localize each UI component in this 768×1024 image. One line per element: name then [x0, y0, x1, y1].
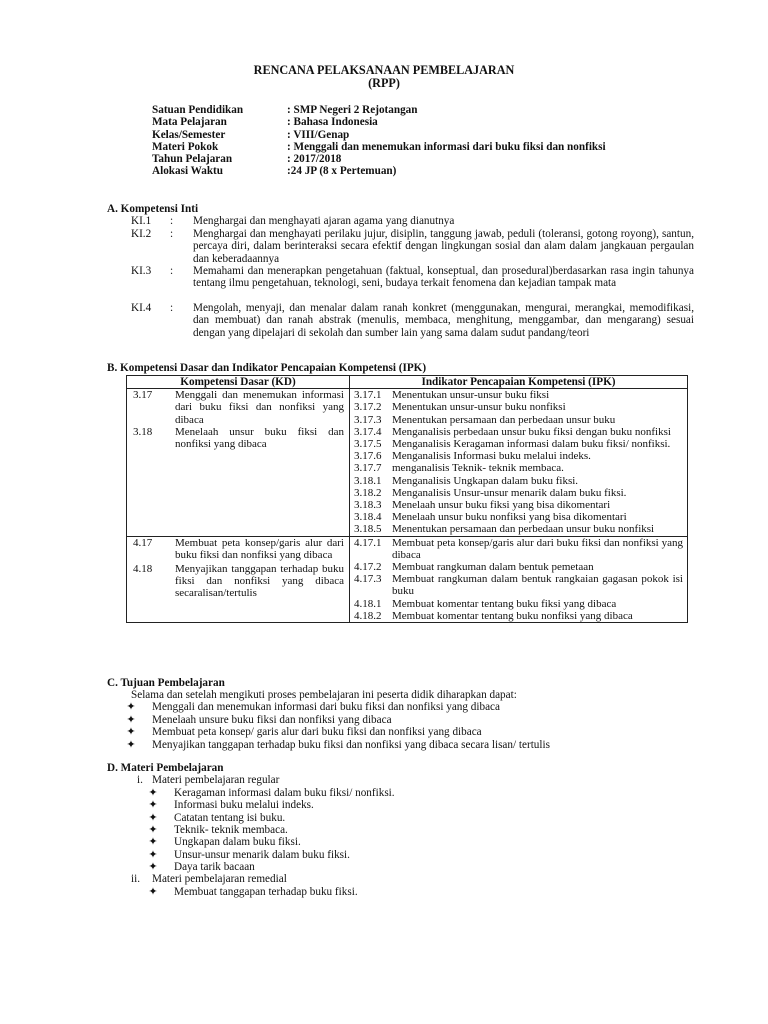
ipk-text: Menentukan persamaan dan perbedaan unsur buku	[392, 413, 616, 426]
section-d-heading: D. Materi Pembelajaran	[107, 762, 224, 774]
table-row	[127, 536, 688, 622]
identity-table	[152, 104, 606, 178]
identity-value: :24 JP (8 x Pertemuan)	[287, 165, 397, 178]
material-group-title: Materi pembelajaran remedial	[152, 873, 287, 885]
ki-code: KI.3	[131, 265, 152, 277]
document-subtitle: (RPP)	[368, 76, 400, 90]
ipk-number: 3.17.1	[354, 389, 382, 402]
kd-number: 3.17	[133, 389, 153, 402]
ipk-text: Menganalisis Unsur-unsur menarik dalam buku fiksi.	[392, 486, 627, 499]
material-item: Informasi buku melalui indeks.	[174, 799, 314, 811]
ipk-number: 4.18.1	[354, 597, 382, 610]
ipk-item	[352, 598, 685, 610]
ipk-number: 3.18.5	[354, 523, 382, 536]
objective-item: Membuat peta konsep/ garis alur dari buku fiksi dan nonfiksi yang dibaca	[152, 726, 482, 738]
bullet-icon: ✦	[148, 861, 158, 873]
identity-key: Satuan Pendidikan	[152, 104, 244, 116]
ipk-cell	[350, 389, 688, 536]
ipk-number: 3.17.7	[354, 462, 382, 475]
kd-item	[129, 563, 347, 600]
ipk-item	[352, 573, 685, 597]
material-item: Teknik- teknik membaca.	[174, 824, 288, 836]
kd-item	[129, 537, 347, 561]
kd-cell	[127, 536, 350, 622]
ipk-text: Menentukan persamaan dan perbedaan unsur buku nonfiksi	[392, 523, 655, 536]
identity-row	[152, 153, 606, 165]
ipk-item	[352, 511, 685, 523]
ipk-number: 3.18.2	[354, 486, 382, 499]
ipk-number: 3.17.6	[354, 450, 382, 463]
ipk-text: Membuat peta konsep/garis alur dari buku fiksi dan nonfiksi yang dibaca	[392, 536, 683, 561]
bullet-icon: ✦	[148, 849, 158, 861]
bullet-icon: ✦	[148, 812, 158, 824]
ki-code: KI.1	[131, 215, 152, 227]
ki-text: Menghargai dan menghayati ajaran agama yang dianutnya	[193, 215, 455, 227]
identity-key: Kelas/Semester	[152, 128, 226, 141]
section-c-intro: Selama dan setelah mengikuti proses pembelajaran ini peserta didik diharapkan dapat:	[131, 689, 517, 701]
kd-text: Membuat peta konsep/garis alur dari buku fiksi dan nonfiksi yang dibaca	[175, 536, 344, 561]
kd-number: 4.17	[133, 536, 153, 549]
ki-colon: :	[170, 302, 174, 314]
ipk-text: menganalisis Teknik- teknik membaca.	[392, 462, 564, 475]
ipk-text: Menentukan unsur-unsur buku nonfiksi	[392, 401, 566, 414]
ipk-number: 4.17.1	[354, 536, 382, 549]
column-header-kd: Kompetensi Dasar (KD)	[127, 376, 350, 389]
identity-row	[152, 141, 606, 153]
ipk-number: 3.17.2	[354, 401, 382, 414]
ipk-item	[352, 523, 685, 535]
ipk-item	[352, 389, 685, 401]
kd-text: Menggali dan menemukan informasi dari buku fiksi dan nonfiksi yang dibaca	[175, 389, 344, 426]
ki-text: Mengolah, menyaji, dan menalar dalam ranah konkret (menggunakan, mengurai, merangkai, memodifikasi, dan membuat) dan ranah abstrak (menulis, membaca, menghitung, menggambar, dan mengarang) sesuai dengan yang dipelajari di sekolah dan sumber lain yang sama dalam sudut pandang/teori	[193, 302, 694, 339]
section-c-heading: C. Tujuan Pembelajaran	[107, 677, 225, 689]
kd-text: Menyajikan tanggapan terhadap buku fiksi dan nonfiksi yang dibaca secaralisan/tertulis	[175, 563, 344, 600]
bullet-icon: ✦	[148, 824, 158, 836]
ki-text: Menghargai dan menghayati perilaku jujur, disiplin, tanggung jawab, peduli (toleransi, gotong royong), santun, percaya diri, dalam berinteraksi secara efektif dengan lingkungan sosial dan alam dalam jangkauan pergaulan dan keberadaannya	[193, 228, 694, 265]
kd-ipk-table	[126, 375, 688, 623]
ipk-text: Menelaah unsur buku nonfiksi yang bisa dikomentari	[392, 511, 627, 524]
ipk-text: Membuat rangkuman dalam bentuk pemetaan	[392, 561, 594, 574]
kd-text: Menelaah unsur buku fiksi dan nonfiksi yang dibaca	[175, 425, 344, 451]
identity-value: : VIII/Genap	[287, 128, 350, 141]
bullet-icon: ✦	[148, 836, 158, 848]
identity-row	[152, 165, 606, 177]
bullet-icon: ✦	[126, 739, 136, 751]
ipk-number: 3.17.3	[354, 413, 382, 426]
bullet-icon: ✦	[126, 714, 136, 726]
ipk-number: 4.17.2	[354, 561, 382, 574]
identity-key: Mata Pelajaran	[152, 116, 227, 129]
ipk-item	[352, 426, 685, 438]
ki-code: KI.2	[131, 228, 152, 240]
ki-code: KI.4	[131, 302, 152, 314]
material-item: Ungkapan dalam buku fiksi.	[174, 836, 301, 848]
bullet-icon: ✦	[148, 886, 158, 898]
ipk-item	[352, 462, 685, 474]
ki-text: Memahami dan menerapkan pengetahuan (faktual, konseptual, dan prosedural)berdasarkan rasa ingin tahunya tentang ilmu pengetahuan, teknologi, seni, budaya terkait fenomena dan kejadian tampak mata	[193, 265, 694, 290]
ipk-item	[352, 475, 685, 487]
column-header-ipk: Indikator Pencapaian Kompetensi (IPK)	[350, 376, 688, 389]
ipk-item	[352, 438, 685, 450]
ipk-text: Menganalisis Ungkapan dalam buku fiksi.	[392, 474, 579, 487]
material-group-number: ii.	[131, 873, 141, 885]
table-header-row	[127, 376, 688, 389]
objective-item: Menelaah unsure buku fiksi dan nonfiksi yang dibaca	[152, 714, 392, 726]
material-item: Membuat tanggapan terhadap buku fiksi.	[174, 886, 358, 898]
ki-colon: :	[170, 265, 174, 277]
bullet-icon: ✦	[148, 799, 158, 811]
material-item: Daya tarik bacaan	[174, 861, 255, 873]
ipk-text: Membuat komentar tentang buku fiksi yang dibaca	[392, 597, 617, 610]
bullet-icon: ✦	[148, 787, 158, 799]
ipk-item	[352, 487, 685, 499]
section-a-heading: A. Kompetensi Inti	[107, 203, 199, 215]
ipk-item	[352, 401, 685, 413]
identity-row	[152, 116, 606, 128]
material-group-number: i.	[137, 774, 143, 786]
ipk-number: 4.17.3	[354, 573, 382, 586]
ipk-item	[352, 610, 685, 622]
kd-item	[129, 389, 347, 426]
ipk-item	[352, 561, 685, 573]
material-item: Catatan tentang isi buku.	[174, 812, 286, 824]
ipk-item	[352, 537, 685, 561]
identity-row	[152, 104, 606, 116]
ipk-number: 4.18.2	[354, 609, 382, 622]
ipk-number: 3.18.3	[354, 499, 382, 512]
kd-number: 4.18	[133, 563, 153, 576]
ki-colon: :	[170, 228, 174, 240]
ipk-cell	[350, 536, 688, 622]
material-group-title: Materi pembelajaran regular	[152, 774, 280, 786]
objective-item: Menyajikan tanggapan terhadap buku fiksi dan nonfiksi yang dibaca secara lisan/ tertulis	[152, 739, 550, 751]
bullet-icon: ✦	[126, 701, 136, 713]
identity-value: : Menggali dan menemukan informasi dari buku fiksi dan nonfiksi	[287, 140, 606, 153]
ipk-number: 3.18.4	[354, 511, 382, 524]
ipk-number: 3.17.4	[354, 425, 382, 438]
bullet-icon: ✦	[126, 726, 136, 738]
objective-item: Menggali dan menemukan informasi dari buku fiksi dan nonfiksi yang dibaca	[152, 701, 500, 713]
kd-cell	[127, 389, 350, 536]
ipk-item	[352, 414, 685, 426]
ipk-text: Membuat rangkuman dalam bentuk rangkaian gagasan pokok isi buku	[392, 573, 683, 598]
kd-number: 3.18	[133, 425, 153, 438]
ipk-text: Menentukan unsur-unsur buku fiksi	[392, 389, 550, 402]
ipk-number: 3.17.5	[354, 438, 382, 451]
ipk-number: 3.18.1	[354, 474, 382, 487]
ki-colon: :	[170, 215, 174, 227]
material-item: Unsur-unsur menarik dalam buku fiksi.	[174, 849, 350, 861]
ipk-text: Menganalisis Informasi buku melalui indeks.	[392, 450, 591, 463]
identity-key: Tahun Pelajaran	[152, 153, 233, 166]
identity-value: : 2017/2018	[287, 153, 342, 166]
identity-key: Materi Pokok	[152, 140, 219, 153]
ipk-text: Menganalisis Keragaman informasi dalam buku fiksi/ nonfiksi.	[392, 438, 671, 451]
table-row	[127, 389, 688, 536]
ipk-text: Membuat komentar tentang buku nonfiksi yang dibaca	[392, 609, 633, 622]
identity-row	[152, 129, 606, 141]
material-item: Keragaman informasi dalam buku fiksi/ nonfiksi.	[174, 787, 395, 799]
ipk-item	[352, 499, 685, 511]
ipk-text: Menganalisis perbedaan unsur buku fiksi dengan buku nonfiksi	[392, 425, 671, 438]
document-title: RENCANA PELAKSANAAN PEMBELAJARAN	[253, 63, 515, 77]
identity-value: : Bahasa Indonesia	[287, 116, 378, 129]
identity-key: Alokasi Waktu	[152, 165, 223, 178]
ipk-item	[352, 450, 685, 462]
section-b-heading: B. Kompetensi Dasar dan Indikator Pencapaian Kompetensi (IPK)	[107, 362, 427, 374]
ipk-text: Menelaah unsur buku fiksi yang bisa dikomentari	[392, 499, 611, 512]
identity-value: : SMP Negeri 2 Rejotangan	[287, 104, 418, 116]
kd-item	[129, 426, 347, 450]
